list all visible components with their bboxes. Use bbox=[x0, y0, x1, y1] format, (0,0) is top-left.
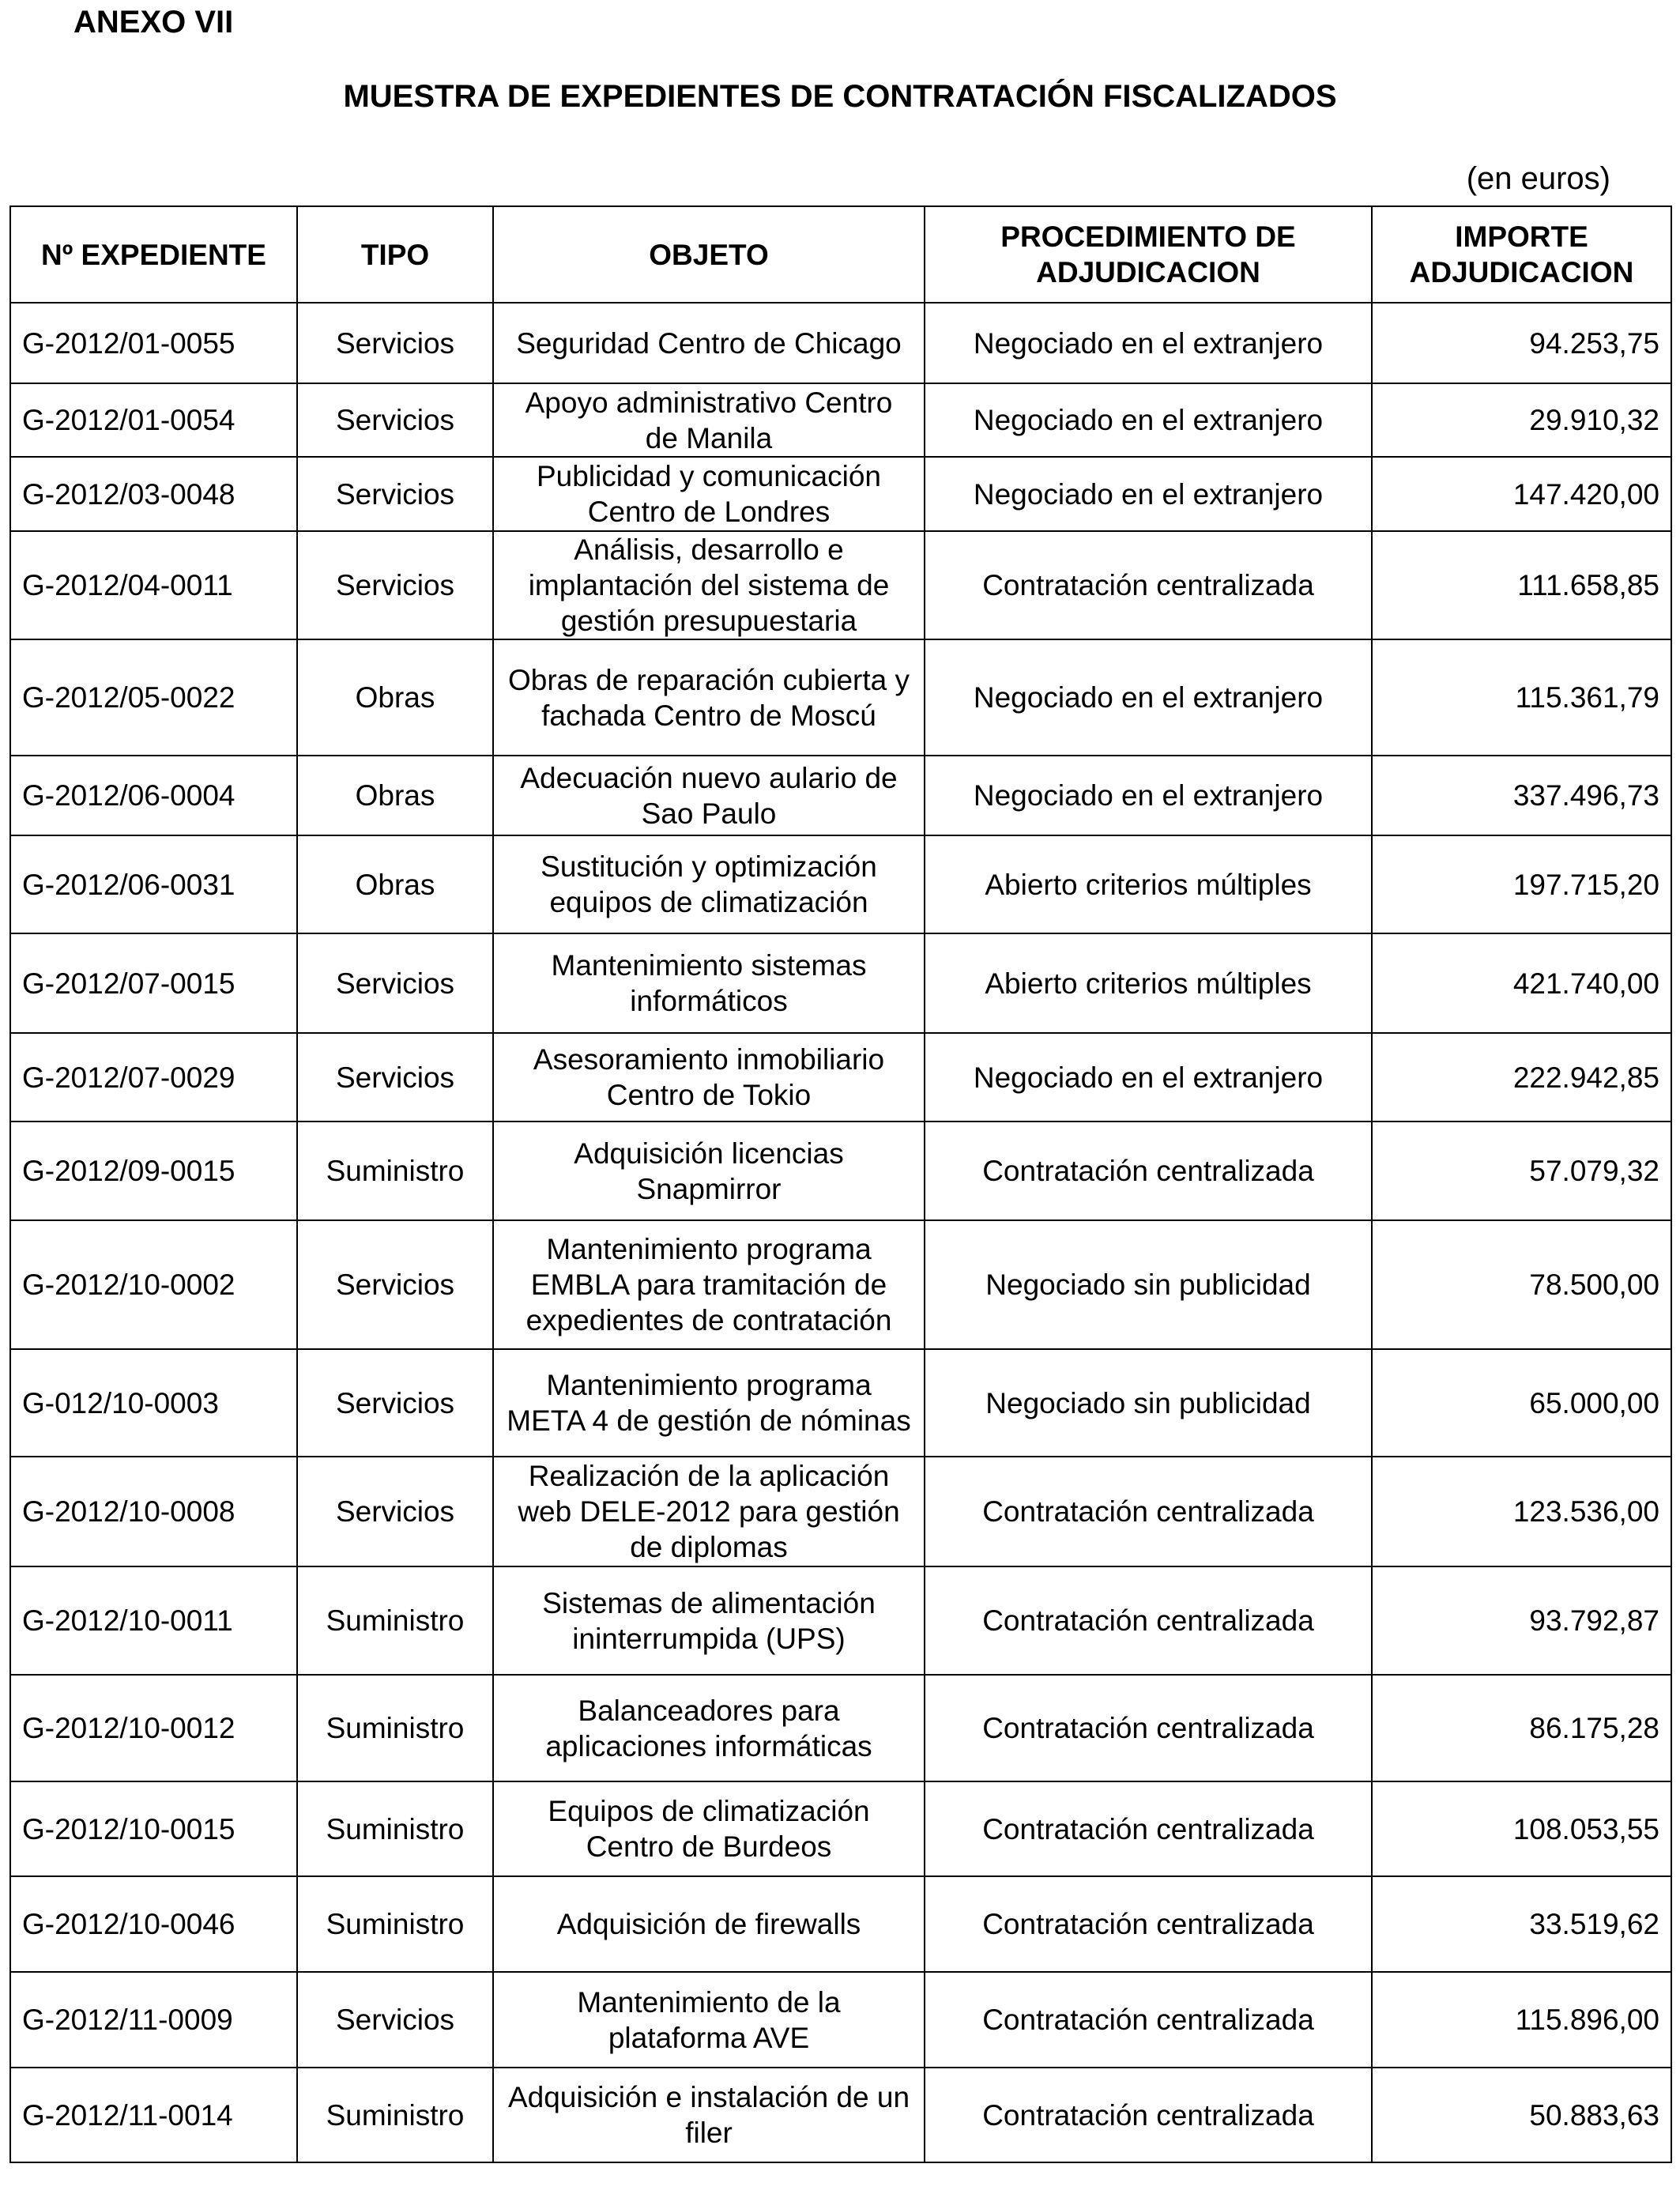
cell-tipo: Suministro bbox=[297, 2068, 493, 2162]
header-importe: IMPORTE ADJUDICACION bbox=[1372, 206, 1671, 303]
table-row bbox=[10, 835, 1671, 933]
contracts-table bbox=[9, 205, 1672, 2163]
cell-tipo: Servicios bbox=[297, 531, 493, 639]
cell-importe: 108.053,55 bbox=[1372, 1781, 1671, 1876]
cell-objeto: Obras de reparación cubierta y fachada Centro de Moscú bbox=[493, 639, 925, 756]
cell-procedimiento: Contratación centralizada bbox=[925, 1457, 1372, 1566]
cell-tipo: Obras bbox=[297, 756, 493, 835]
cell-tipo: Servicios bbox=[297, 1457, 493, 1566]
cell-expediente: G-2012/11-0014 bbox=[10, 2068, 297, 2162]
currency-unit-note: (en euros) bbox=[1466, 161, 1610, 196]
table-row bbox=[10, 1675, 1671, 1781]
cell-objeto: Sustitución y optimización equipos de climatización bbox=[493, 835, 925, 933]
cell-tipo: Obras bbox=[297, 835, 493, 933]
cell-expediente: G-2012/05-0022 bbox=[10, 639, 297, 756]
cell-procedimiento: Negociado sin publicidad bbox=[925, 1220, 1372, 1349]
cell-importe: 147.420,00 bbox=[1372, 457, 1671, 531]
cell-procedimiento: Contratación centralizada bbox=[925, 531, 1372, 639]
cell-expediente: G-2012/07-0029 bbox=[10, 1033, 297, 1122]
cell-procedimiento: Negociado en el extranjero bbox=[925, 1033, 1372, 1122]
cell-tipo: Suministro bbox=[297, 1781, 493, 1876]
header-expediente: Nº EXPEDIENTE bbox=[10, 206, 297, 303]
cell-importe: 197.715,20 bbox=[1372, 835, 1671, 933]
cell-procedimiento: Negociado en el extranjero bbox=[925, 383, 1372, 457]
table-row bbox=[10, 1781, 1671, 1876]
cell-procedimiento: Contratación centralizada bbox=[925, 1566, 1372, 1675]
cell-expediente: G-2012/10-0011 bbox=[10, 1566, 297, 1675]
cell-procedimiento: Contratación centralizada bbox=[925, 2068, 1372, 2162]
cell-procedimiento: Contratación centralizada bbox=[925, 1122, 1372, 1220]
cell-expediente: G-2012/10-0046 bbox=[10, 1876, 297, 1972]
cell-tipo: Servicios bbox=[297, 303, 493, 383]
cell-tipo: Servicios bbox=[297, 383, 493, 457]
cell-objeto: Seguridad Centro de Chicago bbox=[493, 303, 925, 383]
table-row bbox=[10, 639, 1671, 756]
cell-expediente: G-2012/03-0048 bbox=[10, 457, 297, 531]
cell-expediente: G-2012/09-0015 bbox=[10, 1122, 297, 1220]
cell-tipo: Suministro bbox=[297, 1675, 493, 1781]
cell-objeto: Mantenimiento sistemas informáticos bbox=[493, 933, 925, 1033]
cell-objeto: Mantenimiento de la plataforma AVE bbox=[493, 1972, 925, 2068]
table-row bbox=[10, 1220, 1671, 1349]
table-row bbox=[10, 531, 1671, 639]
cell-objeto: Apoyo administrativo Centro de Manila bbox=[493, 383, 925, 457]
header-procedimiento: PROCEDIMIENTO DE ADJUDICACION bbox=[925, 206, 1372, 303]
cell-objeto: Mantenimiento programa META 4 de gestión de nóminas bbox=[493, 1349, 925, 1457]
table-body bbox=[10, 303, 1671, 2162]
cell-expediente: G-012/10-0003 bbox=[10, 1349, 297, 1457]
cell-tipo: Suministro bbox=[297, 1876, 493, 1972]
cell-procedimiento: Negociado en el extranjero bbox=[925, 639, 1372, 756]
table-row bbox=[10, 1033, 1671, 1122]
cell-importe: 111.658,85 bbox=[1372, 531, 1671, 639]
cell-importe: 421.740,00 bbox=[1372, 933, 1671, 1033]
cell-importe: 57.079,32 bbox=[1372, 1122, 1671, 1220]
document-title: MUESTRA DE EXPEDIENTES DE CONTRATACIÓN FISCALIZADOS bbox=[343, 79, 1337, 114]
cell-procedimiento: Negociado en el extranjero bbox=[925, 457, 1372, 531]
cell-tipo: Servicios bbox=[297, 933, 493, 1033]
cell-procedimiento: Negociado en el extranjero bbox=[925, 303, 1372, 383]
annex-label: ANEXO VII bbox=[73, 5, 234, 40]
cell-expediente: G-2012/10-0008 bbox=[10, 1457, 297, 1566]
cell-tipo: Servicios bbox=[297, 457, 493, 531]
cell-tipo: Servicios bbox=[297, 1220, 493, 1349]
cell-expediente: G-2012/10-0002 bbox=[10, 1220, 297, 1349]
cell-importe: 115.896,00 bbox=[1372, 1972, 1671, 2068]
cell-objeto: Publicidad y comunicación Centro de Londres bbox=[493, 457, 925, 531]
cell-objeto: Análisis, desarrollo e implantación del sistema de gestión presupuestaria bbox=[493, 531, 925, 639]
cell-objeto: Realización de la aplicación web DELE-2012 para gestión de diplomas bbox=[493, 1457, 925, 1566]
cell-expediente: G-2012/10-0015 bbox=[10, 1781, 297, 1876]
table-row bbox=[10, 303, 1671, 383]
table-header bbox=[10, 206, 1671, 303]
cell-importe: 65.000,00 bbox=[1372, 1349, 1671, 1457]
table-row bbox=[10, 457, 1671, 531]
cell-objeto: Adquisición licencias Snapmirror bbox=[493, 1122, 925, 1220]
table-row bbox=[10, 1122, 1671, 1220]
cell-tipo: Servicios bbox=[297, 1349, 493, 1457]
cell-importe: 94.253,75 bbox=[1372, 303, 1671, 383]
cell-tipo: Servicios bbox=[297, 1033, 493, 1122]
cell-expediente: G-2012/10-0012 bbox=[10, 1675, 297, 1781]
cell-importe: 86.175,28 bbox=[1372, 1675, 1671, 1781]
cell-procedimiento: Contratación centralizada bbox=[925, 1675, 1372, 1781]
cell-objeto: Sistemas de alimentación ininterrumpida (UPS) bbox=[493, 1566, 925, 1675]
cell-importe: 123.536,00 bbox=[1372, 1457, 1671, 1566]
cell-importe: 93.792,87 bbox=[1372, 1566, 1671, 1675]
cell-importe: 337.496,73 bbox=[1372, 756, 1671, 835]
cell-importe: 115.361,79 bbox=[1372, 639, 1671, 756]
cell-procedimiento: Contratación centralizada bbox=[925, 1781, 1372, 1876]
cell-procedimiento: Abierto criterios múltiples bbox=[925, 933, 1372, 1033]
table-row bbox=[10, 1972, 1671, 2068]
cell-procedimiento: Negociado en el extranjero bbox=[925, 756, 1372, 835]
table-row bbox=[10, 1457, 1671, 1566]
cell-objeto: Balanceadores para aplicaciones informáticas bbox=[493, 1675, 925, 1781]
cell-objeto: Adecuación nuevo aulario de Sao Paulo bbox=[493, 756, 925, 835]
table-row bbox=[10, 1876, 1671, 1972]
cell-tipo: Suministro bbox=[297, 1122, 493, 1220]
cell-expediente: G-2012/06-0031 bbox=[10, 835, 297, 933]
cell-objeto: Adquisición de firewalls bbox=[493, 1876, 925, 1972]
cell-expediente: G-2012/04-0011 bbox=[10, 531, 297, 639]
cell-procedimiento: Abierto criterios múltiples bbox=[925, 835, 1372, 933]
header-tipo: TIPO bbox=[297, 206, 493, 303]
cell-expediente: G-2012/06-0004 bbox=[10, 756, 297, 835]
header-row bbox=[10, 206, 1671, 303]
cell-tipo: Servicios bbox=[297, 1972, 493, 2068]
cell-objeto: Asesoramiento inmobiliario Centro de Tokio bbox=[493, 1033, 925, 1122]
cell-objeto: Adquisición e instalación de un filer bbox=[493, 2068, 925, 2162]
cell-procedimiento: Contratación centralizada bbox=[925, 1972, 1372, 2068]
table-row bbox=[10, 933, 1671, 1033]
cell-importe: 222.942,85 bbox=[1372, 1033, 1671, 1122]
cell-expediente: G-2012/01-0055 bbox=[10, 303, 297, 383]
table-row bbox=[10, 2068, 1671, 2162]
cell-expediente: G-2012/07-0015 bbox=[10, 933, 297, 1033]
cell-tipo: Suministro bbox=[297, 1566, 493, 1675]
cell-importe: 50.883,63 bbox=[1372, 2068, 1671, 2162]
cell-importe: 33.519,62 bbox=[1372, 1876, 1671, 1972]
table-row bbox=[10, 383, 1671, 457]
header-objeto: OBJETO bbox=[493, 206, 925, 303]
cell-procedimiento: Contratación centralizada bbox=[925, 1876, 1372, 1972]
cell-tipo: Obras bbox=[297, 639, 493, 756]
table-row bbox=[10, 756, 1671, 835]
cell-procedimiento: Negociado sin publicidad bbox=[925, 1349, 1372, 1457]
cell-objeto: Equipos de climatización Centro de Burdeos bbox=[493, 1781, 925, 1876]
cell-expediente: G-2012/01-0054 bbox=[10, 383, 297, 457]
cell-expediente: G-2012/11-0009 bbox=[10, 1972, 297, 2068]
cell-importe: 78.500,00 bbox=[1372, 1220, 1671, 1349]
table-row bbox=[10, 1566, 1671, 1675]
table-row bbox=[10, 1349, 1671, 1457]
cell-importe: 29.910,32 bbox=[1372, 383, 1671, 457]
cell-objeto: Mantenimiento programa EMBLA para tramitación de expedientes de contratación bbox=[493, 1220, 925, 1349]
